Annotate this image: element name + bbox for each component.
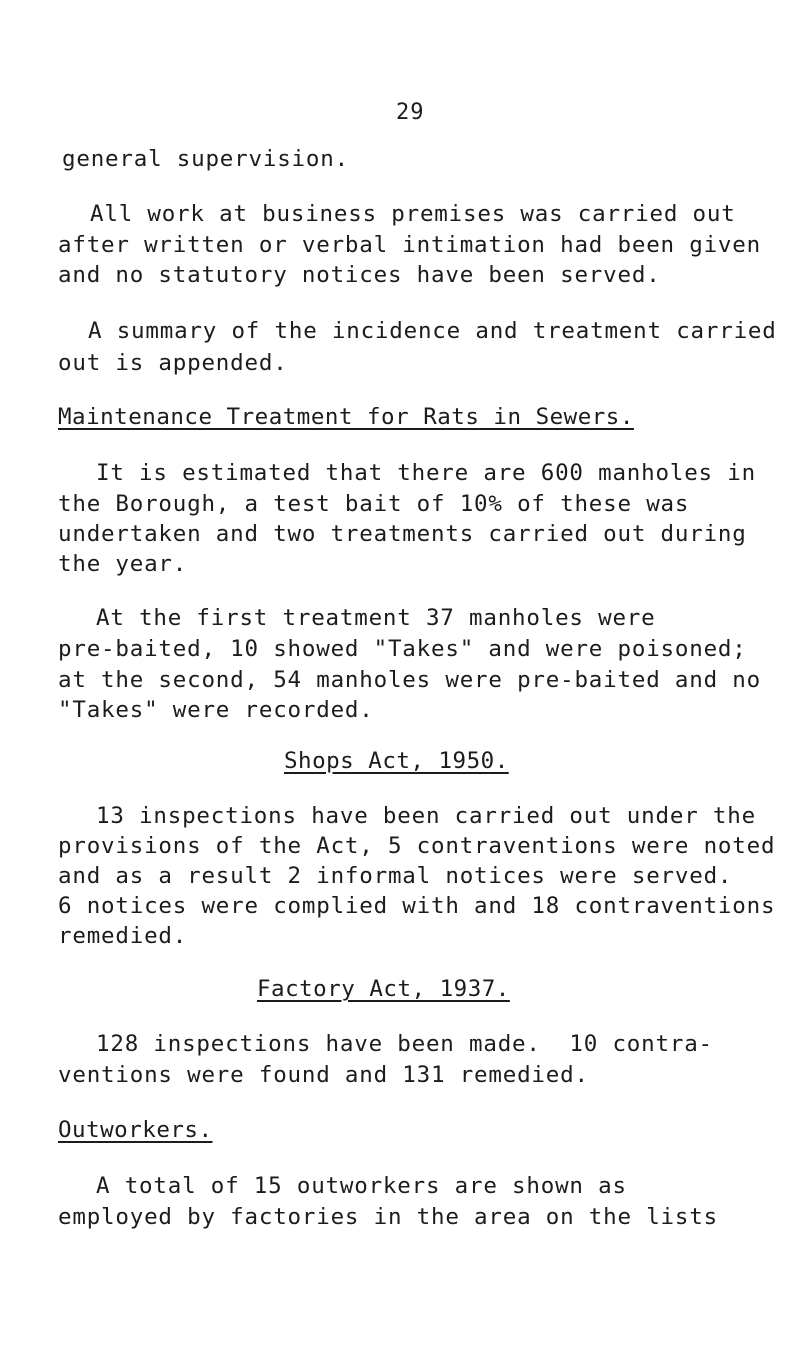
text-line: after written or verbal intimation had been given — [58, 232, 761, 258]
text-line: out is appended. — [58, 350, 288, 376]
text-line: pre-baited, 10 showed "Takes" and were poisoned; — [58, 636, 747, 662]
text-line: general supervision. — [62, 146, 349, 172]
text-line: the year. — [58, 551, 188, 577]
text-line: A summary of the incidence and treatment carried — [88, 318, 777, 344]
section-heading-sewers: Maintenance Treatment for Rats in Sewers. — [58, 404, 634, 430]
text-line: employed by factories in the area on the lists — [58, 1204, 718, 1230]
page-number: 29 — [396, 100, 425, 125]
text-line: At the first treatment 37 manholes were — [96, 605, 656, 631]
text-line: provisions of the Act, 5 contraventions were noted — [58, 833, 776, 859]
section-heading-shops: Shops Act, 1950. — [284, 748, 509, 774]
text-line: the Borough, a test bait of 10% of these was — [58, 491, 690, 517]
text-line: 128 inspections have been made. 10 contra- — [96, 1031, 713, 1057]
text-line: "Takes" were recorded. — [58, 697, 374, 723]
text-line: It is estimated that there are 600 manholes in — [96, 460, 756, 486]
section-heading-factory: Factory Act, 1937. — [257, 976, 510, 1002]
text-line: and as a result 2 informal notices were served. — [58, 863, 733, 889]
text-line: A total of 15 outworkers are shown as — [96, 1173, 627, 1199]
text-line: undertaken and two treatments carried out during — [58, 521, 747, 547]
text-line: 6 notices were complied with and 18 contraventions — [58, 893, 776, 919]
text-line: 13 inspections have been carried out under the — [96, 803, 756, 829]
text-line: All work at business premises was carried out — [90, 201, 736, 227]
section-heading-outworkers: Outworkers. — [58, 1117, 213, 1143]
text-line: and no statutory notices have been served. — [58, 262, 661, 288]
text-line: ventions were found and 131 remedied. — [58, 1062, 589, 1088]
text-line: remedied. — [58, 923, 188, 949]
text-line: at the second, 54 manholes were pre-baited and no — [58, 667, 761, 693]
